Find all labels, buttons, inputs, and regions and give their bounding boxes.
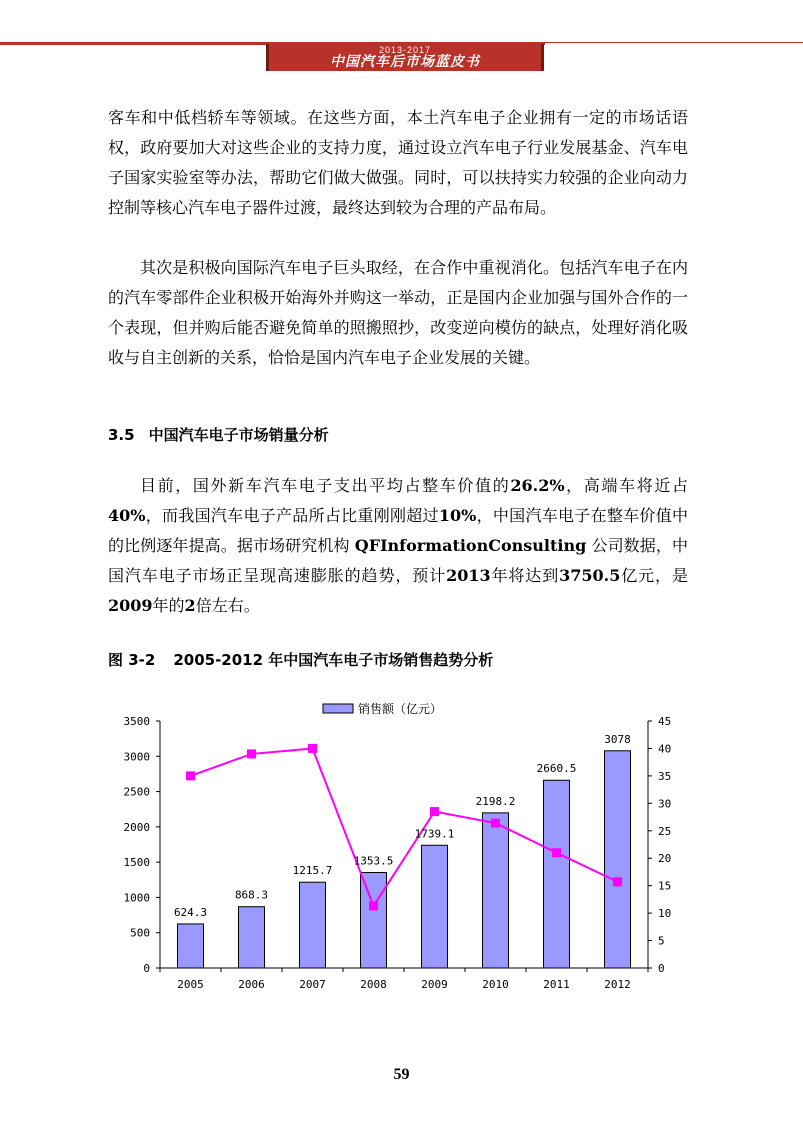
bar <box>605 751 631 968</box>
line-point-marker <box>430 807 439 816</box>
legend-swatch <box>323 704 353 713</box>
value-3750-5: 3750.5 <box>559 566 621 585</box>
header-book-title: 中国汽车后市场蓝皮书 <box>330 54 480 70</box>
section-heading <box>108 424 329 445</box>
bar <box>178 924 204 968</box>
section-title: 中国汽车电子市场销量分析 <box>148 426 329 444</box>
bar <box>361 872 387 968</box>
left-tick-label: 3000 <box>123 750 150 764</box>
bar-value-label: 868.3 <box>234 888 269 902</box>
section-paragraph: 目前，国外新车汽车电子支出平均占整车价值的26.2%，高端车将近占40%，而我国汽车电子产品所占比重刚刚超过10%，中国汽车电子在整车价值中的比例逐年提高。据市场研究机构 QFInformationConsulting 公司数据，中国汽车电子市场正呈现高速膨胀的趋势，预计2013年将达到3750.5亿元，是2009年的2倍左右。 <box>108 476 688 615</box>
bar <box>422 845 448 968</box>
line-point-marker <box>247 749 256 758</box>
right-tick-label: 30 <box>658 797 672 811</box>
header-banner <box>266 44 544 71</box>
right-tick-label: 20 <box>658 852 672 866</box>
chart-axes <box>124 715 672 991</box>
right-tick-label: 25 <box>658 824 672 838</box>
x-tick-label: 2005 <box>177 978 204 991</box>
left-tick-label: 1000 <box>123 891 150 905</box>
right-tick-label: 10 <box>658 907 672 921</box>
value-40: 40% <box>108 506 146 525</box>
x-tick-label: 2012 <box>604 978 631 991</box>
figure-caption <box>108 649 493 670</box>
bar-value-label: 2660.5 <box>536 762 577 776</box>
line-point-marker <box>613 877 622 886</box>
right-tick-label: 35 <box>658 769 672 783</box>
x-tick-label: 2009 <box>421 978 448 991</box>
chart-legend <box>323 701 442 716</box>
right-tick-label: 40 <box>658 742 672 756</box>
paragraph-1: 客车和中低档轿车等领域。在这些方面，本土汽车电子企业拥有一定的市场话语权，政府要加大对这些企业的支持力度，通过设立汽车电子行业发展基金、汽车电子国家实验室等办法，帮助它们做大做强。同时，可以扶持实力较强的企业向动力控制等核心汽车电子器件过渡，最终达到较为合理的产品布局。 <box>108 108 688 217</box>
right-tick-label: 0 <box>658 962 665 975</box>
header-rule-right <box>545 42 803 43</box>
right-tick-label: 45 <box>658 715 672 728</box>
legend-label: 销售额（亿元） <box>358 702 443 716</box>
left-tick-label: 2000 <box>123 820 150 834</box>
left-tick-label: 2500 <box>123 785 150 799</box>
x-tick-label: 2007 <box>299 978 326 991</box>
header-year-range: 2013-2017 <box>378 45 432 55</box>
bar <box>239 907 265 968</box>
left-tick-label: 3500 <box>123 715 150 728</box>
bar-value-label: 3078 <box>604 732 631 746</box>
value-26-2: 26.2% <box>510 476 565 495</box>
value-10: 10% <box>438 506 477 525</box>
value-2: 2 <box>184 596 196 615</box>
line-point-marker <box>491 819 500 828</box>
right-tick-label: 15 <box>658 879 672 893</box>
bar-value-label: 1215.7 <box>292 864 333 878</box>
sales-trend-chart <box>108 692 688 1012</box>
left-tick-label: 0 <box>143 962 150 975</box>
section-number: 3.5 <box>108 426 135 444</box>
bar-value-label: 1739.1 <box>414 827 455 841</box>
right-tick-label: 5 <box>658 934 665 948</box>
bar-value-label: 1353.5 <box>353 854 394 868</box>
x-tick-label: 2011 <box>543 978 570 991</box>
page-number: 59 <box>393 1066 410 1083</box>
x-tick-label: 2006 <box>238 978 265 991</box>
bar-value-label: 624.3 <box>173 905 208 919</box>
year-2013: 2013 <box>446 566 491 585</box>
bar <box>483 813 509 968</box>
figure-title: 2005-2012 年中国汽车电子市场销售趋势分析 <box>173 651 494 669</box>
bar <box>300 882 326 968</box>
line-point-marker <box>308 744 317 753</box>
x-tick-label: 2010 <box>482 978 509 991</box>
year-2009: 2009 <box>108 596 153 615</box>
figure-number: 图 3-2 <box>108 651 156 669</box>
line-point-marker <box>369 901 378 910</box>
line-point-marker <box>552 848 561 857</box>
x-tick-label: 2008 <box>360 978 387 991</box>
bar-value-label: 2198.2 <box>475 794 516 808</box>
line-point-marker <box>186 771 195 780</box>
company-name: QFInformationConsulting <box>354 536 587 555</box>
paragraph-2: 其次是积极向国际汽车电子巨头取经，在合作中重视消化。包括汽车电子在内的汽车零部件企业积极开始海外并购这一举动，正是国内企业加强与国外合作的一个表现，但并购后能否避免简单的照搬照抄，改变逆向模仿的缺点，处理好消化吸收与自主创新的关系，恰恰是国内汽车电子企业发展的关键。 <box>108 258 688 367</box>
left-tick-label: 1500 <box>123 856 150 870</box>
bar <box>544 780 570 968</box>
left-tick-label: 500 <box>130 926 150 940</box>
